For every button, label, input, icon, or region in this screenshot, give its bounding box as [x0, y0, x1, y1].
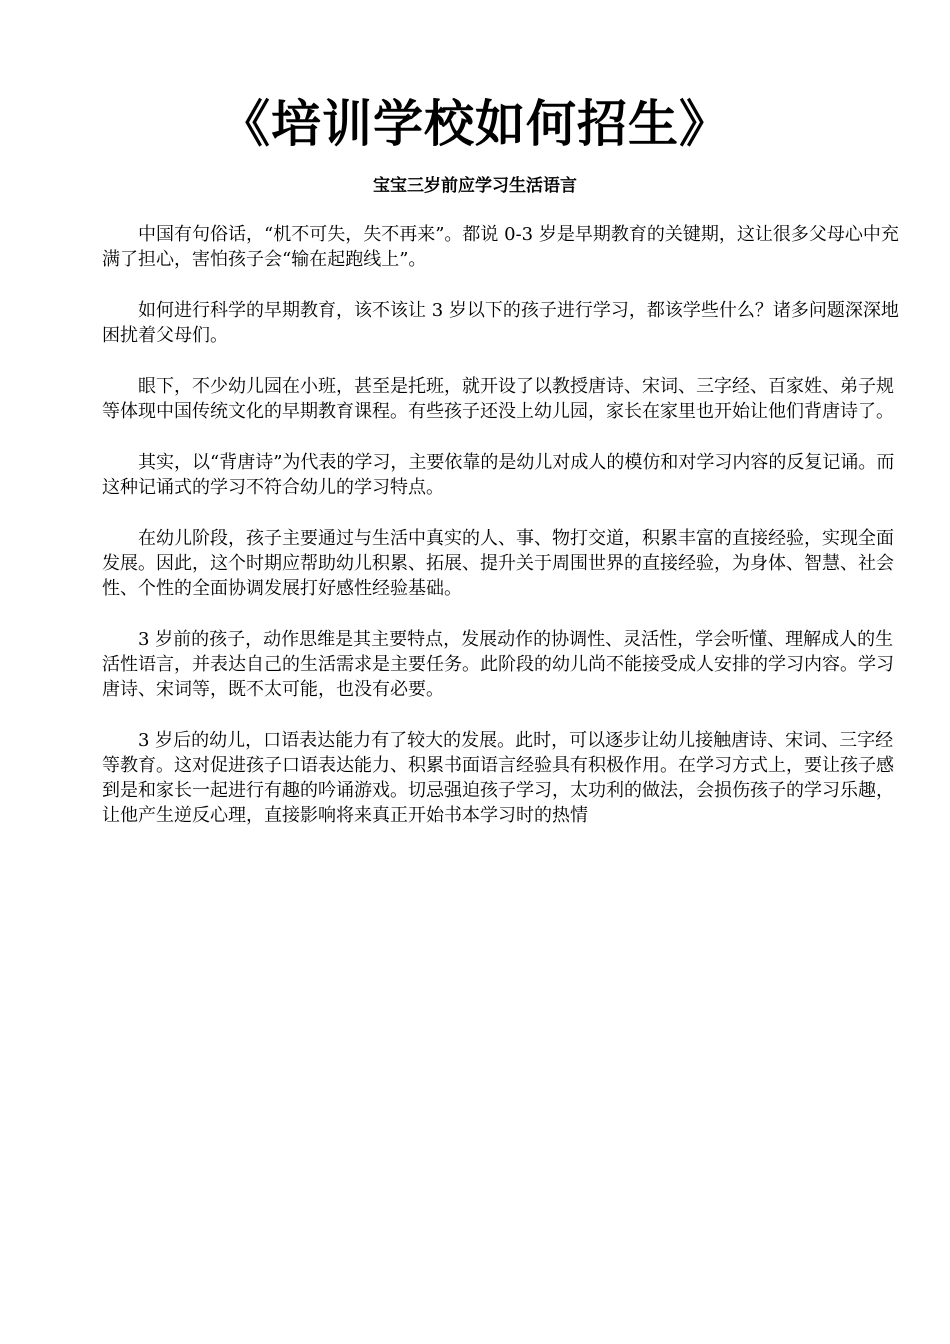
- paragraph-6: 3 岁前的孩子，动作思维是其主要特点，发展动作的协调性、灵活性，学会听懂、理解成人的生活性语言，并表达自己的生活需求是主要任务。此阶段的幼儿尚不能接受成人安排的学习内容。学习唐诗、宋词等，既不太可能，也没有必要。: [102, 629, 894, 700]
- paragraph-3: 眼下，不少幼儿园在小班，甚至是托班，就开设了以教授唐诗、宋词、三字经、百家姓、弟子规等体现中国传统文化的早期教育课程。有些孩子还没上幼儿园，家长在家里也开始让他们背唐诗了。: [102, 376, 894, 422]
- paragraph-4: 其实，以“背唐诗”为代表的学习，主要依靠的是幼儿对成人的模仿和对学习内容的反复记诵。而这种记诵式的学习不符合幼儿的学习特点。: [102, 452, 895, 498]
- paragraph-2: 如何进行科学的早期教育，该不该让 3 岁以下的孩子进行学习，都该学些什么？诸多问题深深地困扰着父母们。: [102, 300, 899, 346]
- paragraph-5: 在幼儿阶段，孩子主要通过与生活中真实的人、事、物打交道，积累丰富的直接经验，实现全面发展。因此，这个时期应帮助幼儿积累、拓展、提升关于周围世界的直接经验，为身体、智慧、社会性、个性的全面协调发展打好感性经验基础。: [102, 528, 894, 599]
- article-body: [102, 222, 902, 854]
- article-subtitle: 宝宝三岁前应学习生活语言: [373, 176, 577, 196]
- paragraph-1: 中国有句俗话，“机不可失，失不再来”。都说 0-3 岁是早期教育的关键期，这让很多父母心中充满了担心，害怕孩子会“输在起跑线上”。: [102, 224, 899, 270]
- paragraph-7: 3 岁后的幼儿，口语表达能力有了较大的发展。此时，可以逐步让幼儿接触唐诗、宋词、三字经等教育。这对促进孩子口语表达能力、积累书面语言经验具有积极作用。在学习方式上，要让孩子感到是和家长一起进行有趣的吟诵游戏。切忌强迫孩子学习，太功利的做法，会损伤孩子的学习乐趣，让他产生逆反心理，直接影响将来真正开始书本学习时的热情: [102, 730, 894, 826]
- page-title: 《培训学校如何招生》: [220, 95, 730, 153]
